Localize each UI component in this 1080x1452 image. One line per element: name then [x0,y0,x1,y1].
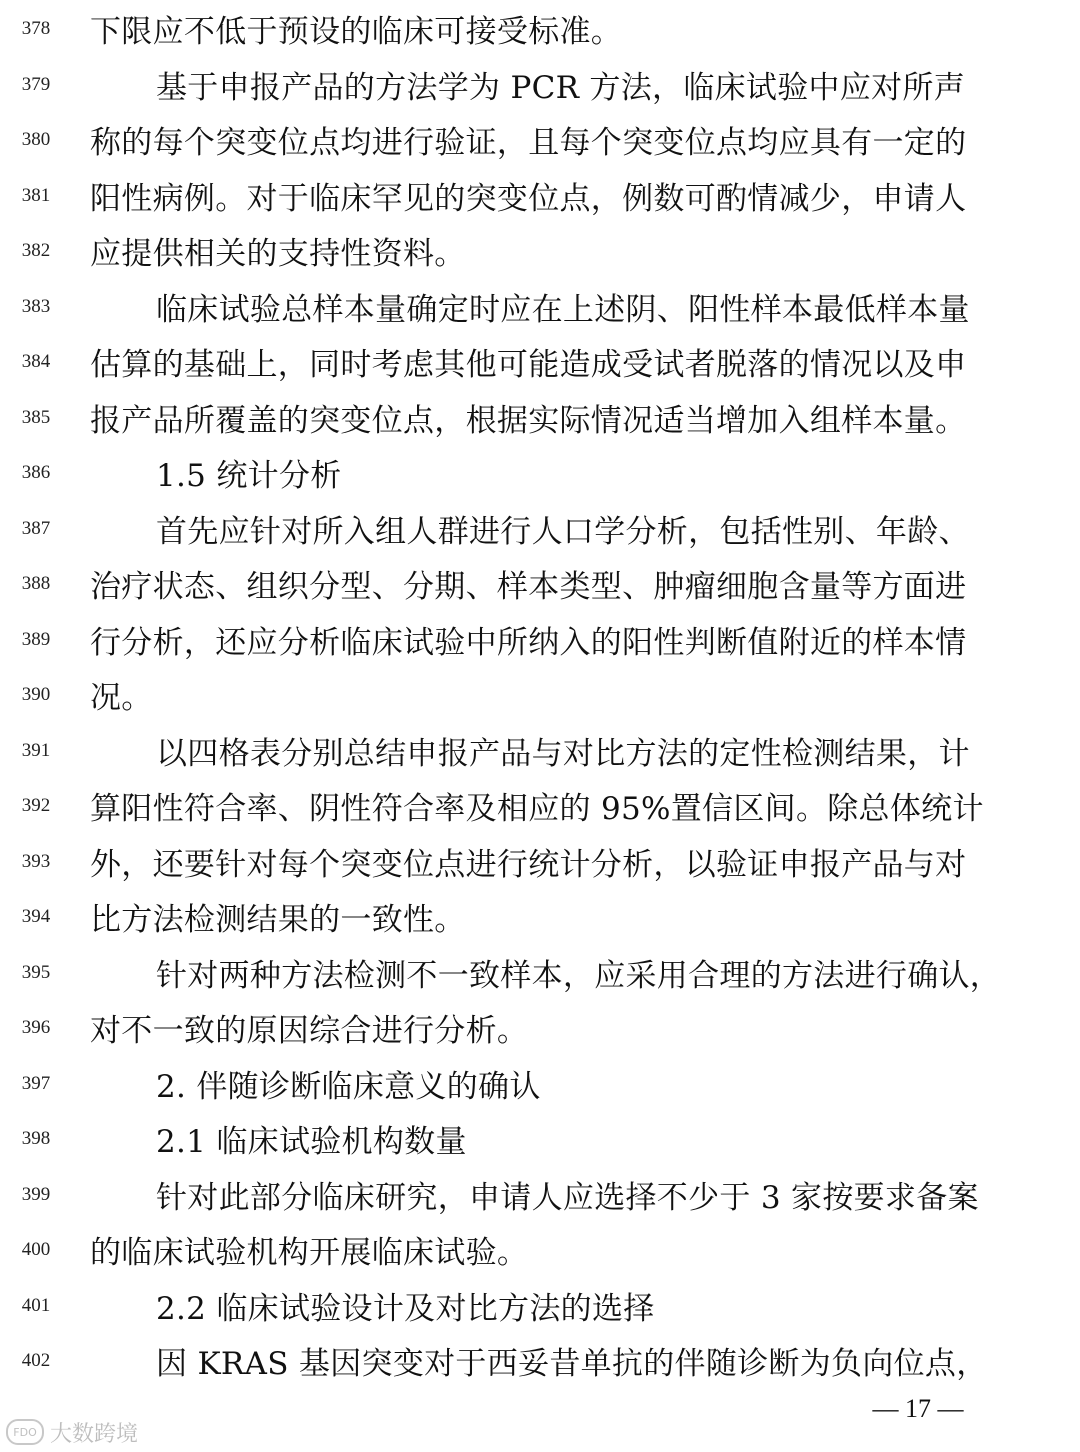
line-number: 394 [21,906,51,927]
text-line [0,504,1080,560]
line-number: 386 [21,462,51,483]
line-number: 395 [21,961,51,983]
text-line [0,115,1080,171]
text-line [0,670,1080,726]
line-text: 首先应针对所入组人群进行人口学分析，包括性别、年龄、 [156,513,970,550]
line-text: 2. 伴随诊断临床意义的确认 [156,1068,541,1105]
line-number: 384 [21,351,51,372]
line-text: 比方法检测结果的一致性。 [90,902,466,938]
line-number: 381 [21,184,51,206]
line-number: 389 [21,628,51,650]
line-text: 况。 [90,680,153,716]
page-number: — 17 — [872,1394,964,1423]
line-text: 估算的基础上，同时考虑其他可能造成受试者脱落的情况以及申 [90,347,967,383]
text-line [0,1059,1080,1115]
line-number: 400 [21,1239,51,1260]
line-text: 称的每个突变位点均进行验证，且每个突变位点均应具有一定的 [90,125,967,161]
line-text: 行分析，还应分析临床试验中所纳入的阳性判断值附近的样本情 [90,624,967,661]
line-text: 对不一致的原因综合进行分析。 [90,1013,529,1049]
line-text: 外，还要针对每个突变位点进行统计分析，以验证申报产品与对 [90,846,967,883]
text-line [0,1003,1080,1059]
line-text: 2.2 临床试验设计及对比方法的选择 [156,1290,655,1327]
text-line [0,948,1080,1004]
line-number: 388 [21,573,51,594]
line-text: 针对两种方法检测不一致样本，应采用合理的方法进行确认， [156,957,1002,994]
line-number: 379 [21,73,51,95]
line-number: 393 [21,850,51,872]
line-number: 385 [21,406,51,428]
text-line [0,615,1080,671]
line-text: 针对此部分临床研究，申请人应选择不少于 3 家按要求备案 [156,1179,979,1216]
line-text: 报产品所覆盖的突变位点，根据实际情况适当增加入组样本量。 [90,402,967,439]
line-text: 临床试验总样本量确定时应在上述阴、阳性样本最低样本量 [156,291,970,328]
text-line [0,726,1080,782]
text-line [0,1281,1080,1337]
text-line [0,337,1080,393]
line-number: 387 [21,517,51,539]
text-line [0,781,1080,837]
text-line [0,1225,1080,1281]
line-text: 治疗状态、组织分型、分期、样本类型、肿瘤细胞含量等方面进 [90,569,967,605]
line-text: 基于申报产品的方法学为 PCR 方法，临床试验中应对所声 [156,69,966,106]
line-number: 390 [21,684,51,705]
line-text: 下限应不低于预设的临床可接受标准。 [90,14,623,50]
line-number: 382 [21,240,51,261]
line-number: 401 [21,1294,51,1316]
line-number: 378 [21,18,51,39]
text-line [0,892,1080,948]
line-text: 因 KRAS 基因突变对于西妥昔单抗的伴随诊断为负向位点， [156,1346,988,1382]
line-text: 以四格表分别总结申报产品与对比方法的定性检测结果，计 [156,735,970,772]
text-line [0,559,1080,615]
line-number: 399 [21,1183,51,1205]
line-text: 应提供相关的支持性资料。 [90,236,466,272]
watermark [6,1416,138,1448]
line-text: 2.1 临床试验机构数量 [156,1124,467,1160]
watermark-logo-icon: FDO [6,1419,44,1445]
line-number: 402 [21,1350,51,1371]
text-line [0,4,1080,60]
watermark-text: 大数跨境 [50,1421,139,1447]
text-line [0,448,1080,504]
text-line [0,393,1080,449]
text-line [0,837,1080,893]
line-number: 397 [21,1072,51,1094]
text-line [0,226,1080,282]
line-number: 383 [21,295,51,317]
line-number: 380 [21,129,51,150]
text-line [0,1336,1080,1392]
line-number: 392 [21,795,51,816]
line-text: 算阳性符合率、阴性符合率及相应的 95%置信区间。除总体统计 [90,791,984,827]
line-number: 398 [21,1128,51,1149]
line-text: 的临床试验机构开展临床试验。 [90,1235,529,1271]
text-line [0,171,1080,227]
text-line [0,1114,1080,1170]
text-line [0,1170,1080,1226]
text-line [0,60,1080,116]
text-line [0,282,1080,338]
line-number: 396 [21,1017,51,1038]
line-text: 阳性病例。对于临床罕见的突变位点，例数可酌情减少，申请人 [90,180,967,217]
line-number: 391 [21,739,51,761]
line-text: 1.5 统计分析 [156,458,342,494]
